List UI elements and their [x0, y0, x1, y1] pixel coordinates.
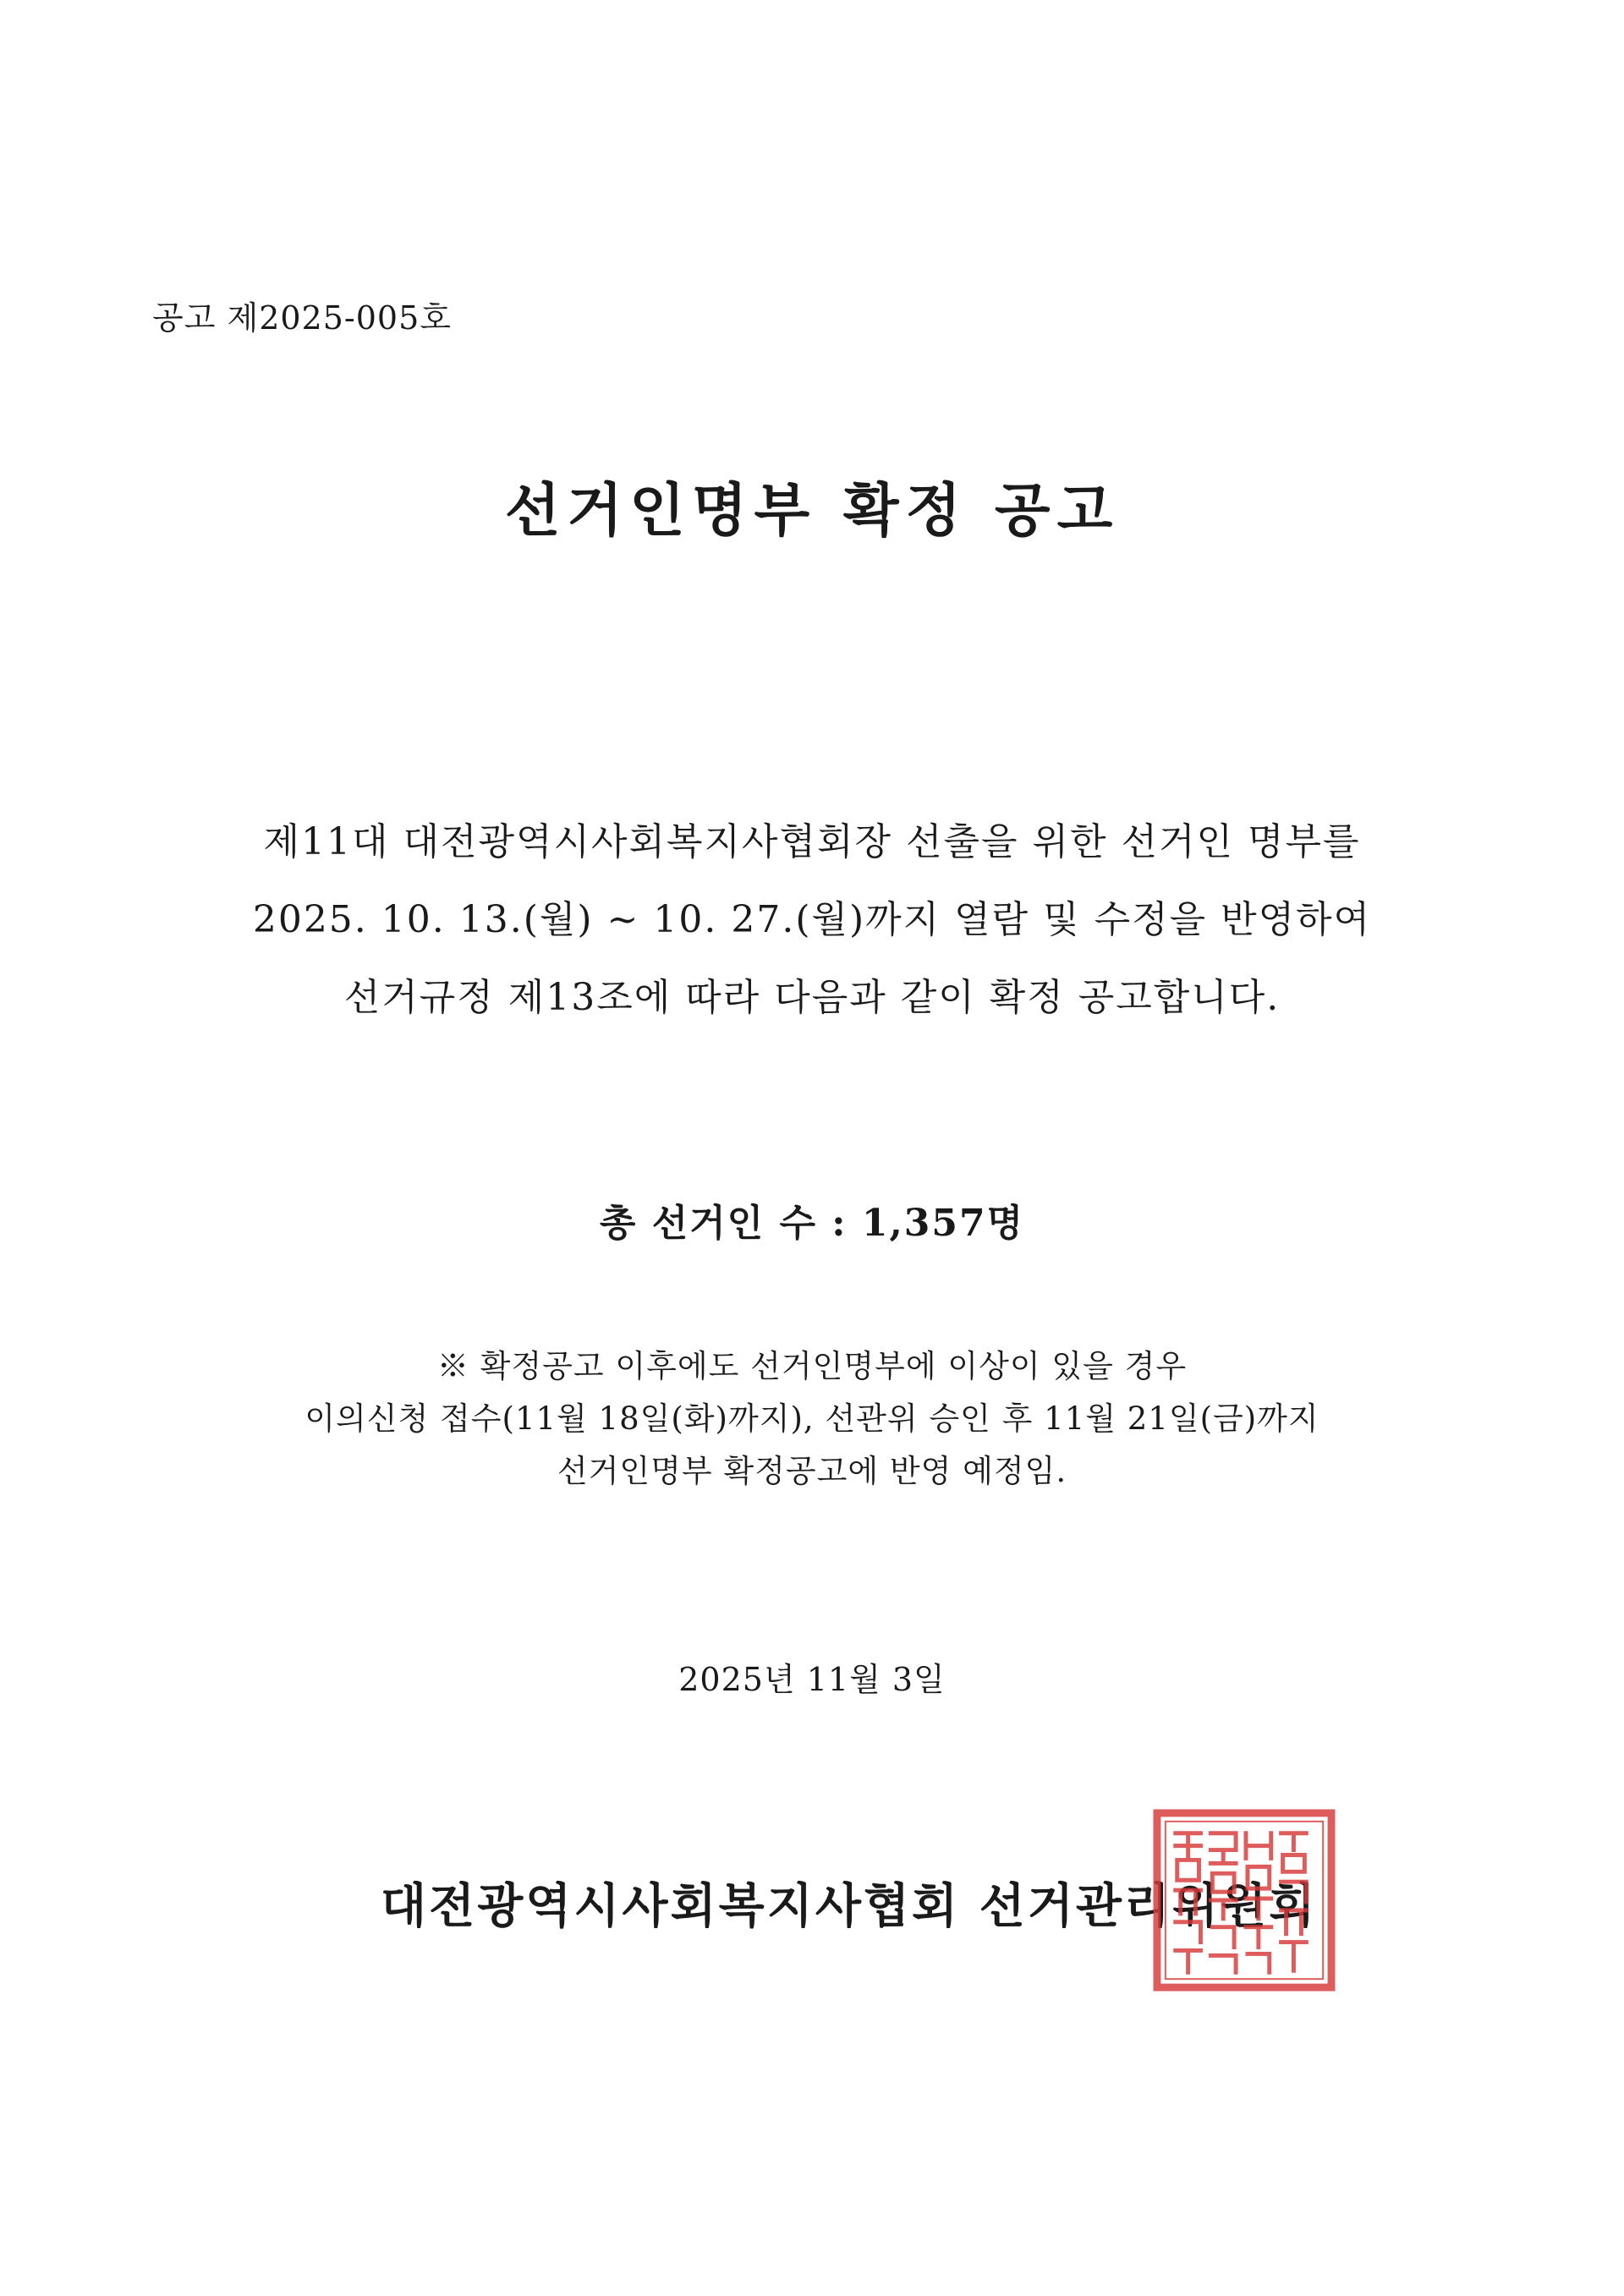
- issue-date: 2025년 11월 3일: [678, 1661, 946, 1698]
- remark-line: ※ 확정공고 이후에도 선거인명부에 이상이 있을 경우: [436, 1348, 1188, 1384]
- body-line: 제11대 대전광역시사회복지사협회장 선출을 위한 선거인 명부를: [263, 820, 1361, 863]
- remark-line: 선거인명부 확정공고에 반영 예정임.: [557, 1453, 1067, 1489]
- official-seal-icon: [1152, 1808, 1336, 1992]
- total-voters: 총 선거인 수 : 1,357명: [599, 1202, 1025, 1245]
- remark-line: 이의신청 접수(11월 18일(화)까지), 선관위 승인 후 11월 21일(금)까지: [304, 1400, 1320, 1437]
- page-title: 선거인명부 확정 공고: [504, 477, 1120, 545]
- body-line: 2025. 10. 13.(월) ~ 10. 27.(월)까지 열람 및 수정을 반영하여: [252, 898, 1372, 941]
- body-line: 선거규정 제13조에 따라 다음과 같이 확정 공고합니다.: [343, 976, 1281, 1019]
- notice-remark: [0, 1340, 1624, 1498]
- notice-number: 공고 제2025-005호: [152, 299, 452, 337]
- announcement-body: [0, 803, 1624, 1037]
- issuer-name: 대전광역시사회복지사협회 선거관리위원회: [381, 1878, 1318, 1934]
